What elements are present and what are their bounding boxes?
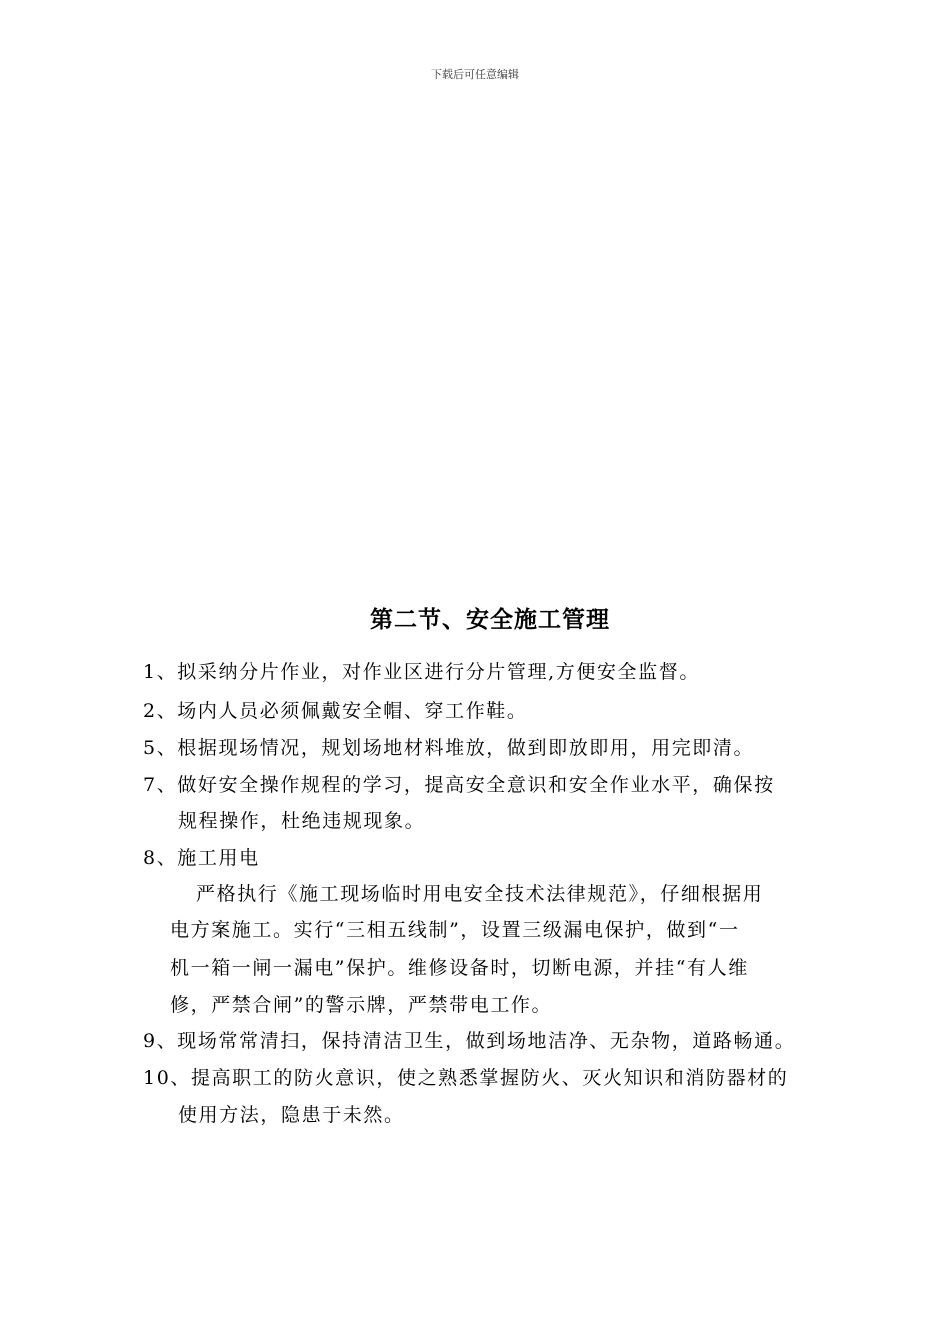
list-item-8-paragraph-line4: 修，严禁合闸”的警示牌，严禁带电工作。 [170, 994, 553, 1016]
list-item-9: 9、现场常常清扫，保持清洁卫生，做到场地洁净、无杂物，道路畅通。 [143, 1030, 796, 1052]
list-item-8-heading: 8、施工用电 [143, 847, 260, 869]
list-item-8-paragraph-line1: 严格执行《施工现场临时用电安全技术法律规范》，仔细根据用 [196, 883, 764, 905]
list-item-7-line1: 7、做好安全操作规程的学习，提高安全意识和安全作业水平，确保按 [143, 774, 775, 796]
list-item-2: 2、场内人员必须佩戴安全帽、穿工作鞋。 [143, 700, 528, 722]
list-item-8-paragraph-line3: 机一箱一闸一漏电”保护。维修设备时，切断电源，并挂“有人维 [170, 957, 749, 979]
list-item-10-line2: 使用方法，隐患于未然。 [178, 1104, 405, 1126]
list-item-7-line2: 规程操作，杜绝违规现象。 [178, 810, 426, 832]
list-item-1: 1、拟采纳分片作业，对作业区进行分片管理,方便安全监督。 [143, 661, 700, 683]
page-header-note: 下载后可任意编辑 [431, 68, 519, 81]
list-item-8-paragraph-line2: 电方案施工。实行“三相五线制”，设置三级漏电保护，做到“一 [170, 919, 740, 941]
section-title: 第二节、安全施工管理 [370, 606, 610, 633]
list-item-5: 5、根据现场情况，规划场地材料堆放，做到即放即用，用完即清。 [143, 737, 755, 759]
list-item-10-line1: 10、提高职工的防火意识，使之熟悉掌握防火、灭火知识和消防器材的 [143, 1067, 789, 1089]
